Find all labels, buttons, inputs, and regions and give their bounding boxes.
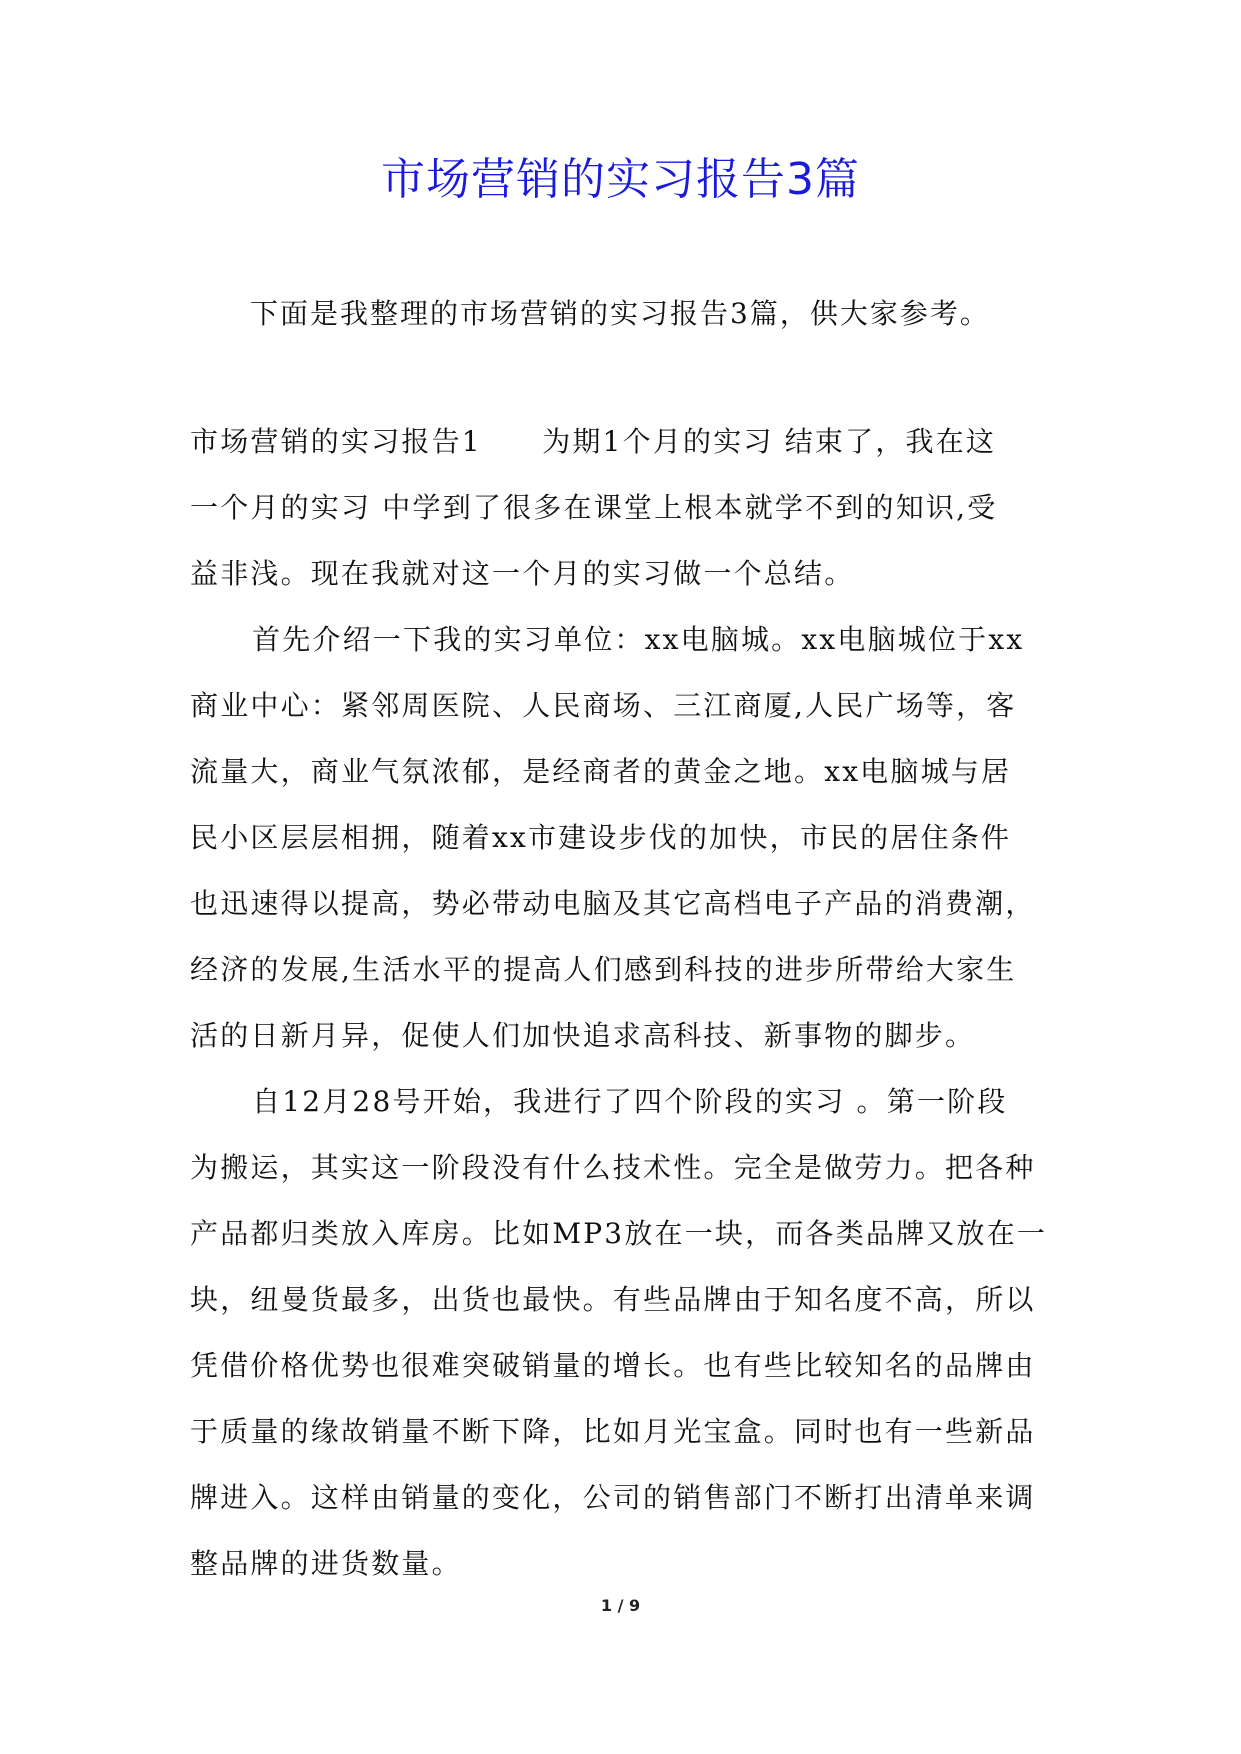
document-title: 市场营销的实习报告3篇 xyxy=(381,154,860,205)
text-line: 经济的发展,生活水平的提高人们感到科技的进步所带给大家生 xyxy=(190,953,1017,986)
text-line: 于质量的缘故销量不断下降，比如月光宝盒。同时也有一些新品 xyxy=(190,1415,1036,1448)
text-line: 一个月的实习 中学到了很多在课堂上根本就学不到的知识,受 xyxy=(190,491,998,524)
page-number: 1 / 9 xyxy=(600,1596,641,1615)
text-line: 产品都归类放入库房。比如MP3放在一块，而各类品牌又放在一 xyxy=(190,1217,1048,1250)
text-line: 块，纽曼货最多，出货也最快。有些品牌由于知名度不高，所以 xyxy=(190,1283,1036,1316)
text-line: 益非浅。现在我就对这一个月的实习做一个总结。 xyxy=(190,557,855,590)
text-line: 凭借价格优势也很难突破销量的增长。也有些比较知名的品牌由 xyxy=(190,1349,1036,1382)
intro-paragraph: 下面是我整理的市场营销的实习报告3篇，供大家参考。 xyxy=(250,297,990,330)
text-line: 整品牌的进货数量。 xyxy=(190,1547,462,1580)
text-line: 流量大，商业气氛浓郁，是经商者的黄金之地。xx电脑城与居 xyxy=(190,755,1012,788)
text-line: 为搬运，其实这一阶段没有什么技术性。完全是做劳力。把各种 xyxy=(190,1151,1036,1184)
text-line: 市场营销的实习报告1 为期1个月的实习 结束了，我在这 xyxy=(190,425,997,458)
text-line: 牌进入。这样由销量的变化，公司的销售部门不断打出清单来调 xyxy=(190,1481,1036,1514)
report-body xyxy=(190,422,1050,1610)
text-line: 商业中心：紧邻周医院、人民商场、三江商厦,人民广场等，客 xyxy=(190,689,1017,722)
text-line: 民小区层层相拥，随着xx市建设步伐的加快，市民的居住条件 xyxy=(190,821,1012,854)
text-line: 也迅速得以提高，势必带动电脑及其它高档电子产品的消费潮， xyxy=(190,887,1036,920)
text-line: 首先介绍一下我的实习单位：xx电脑城。xx电脑城位于xx xyxy=(252,623,1025,656)
text-line: 自12月28号开始，我进行了四个阶段的实习 。第一阶段 xyxy=(252,1085,1008,1118)
text-line: 活的日新月异，促使人们加快追求高科技、新事物的脚步。 xyxy=(190,1019,976,1052)
